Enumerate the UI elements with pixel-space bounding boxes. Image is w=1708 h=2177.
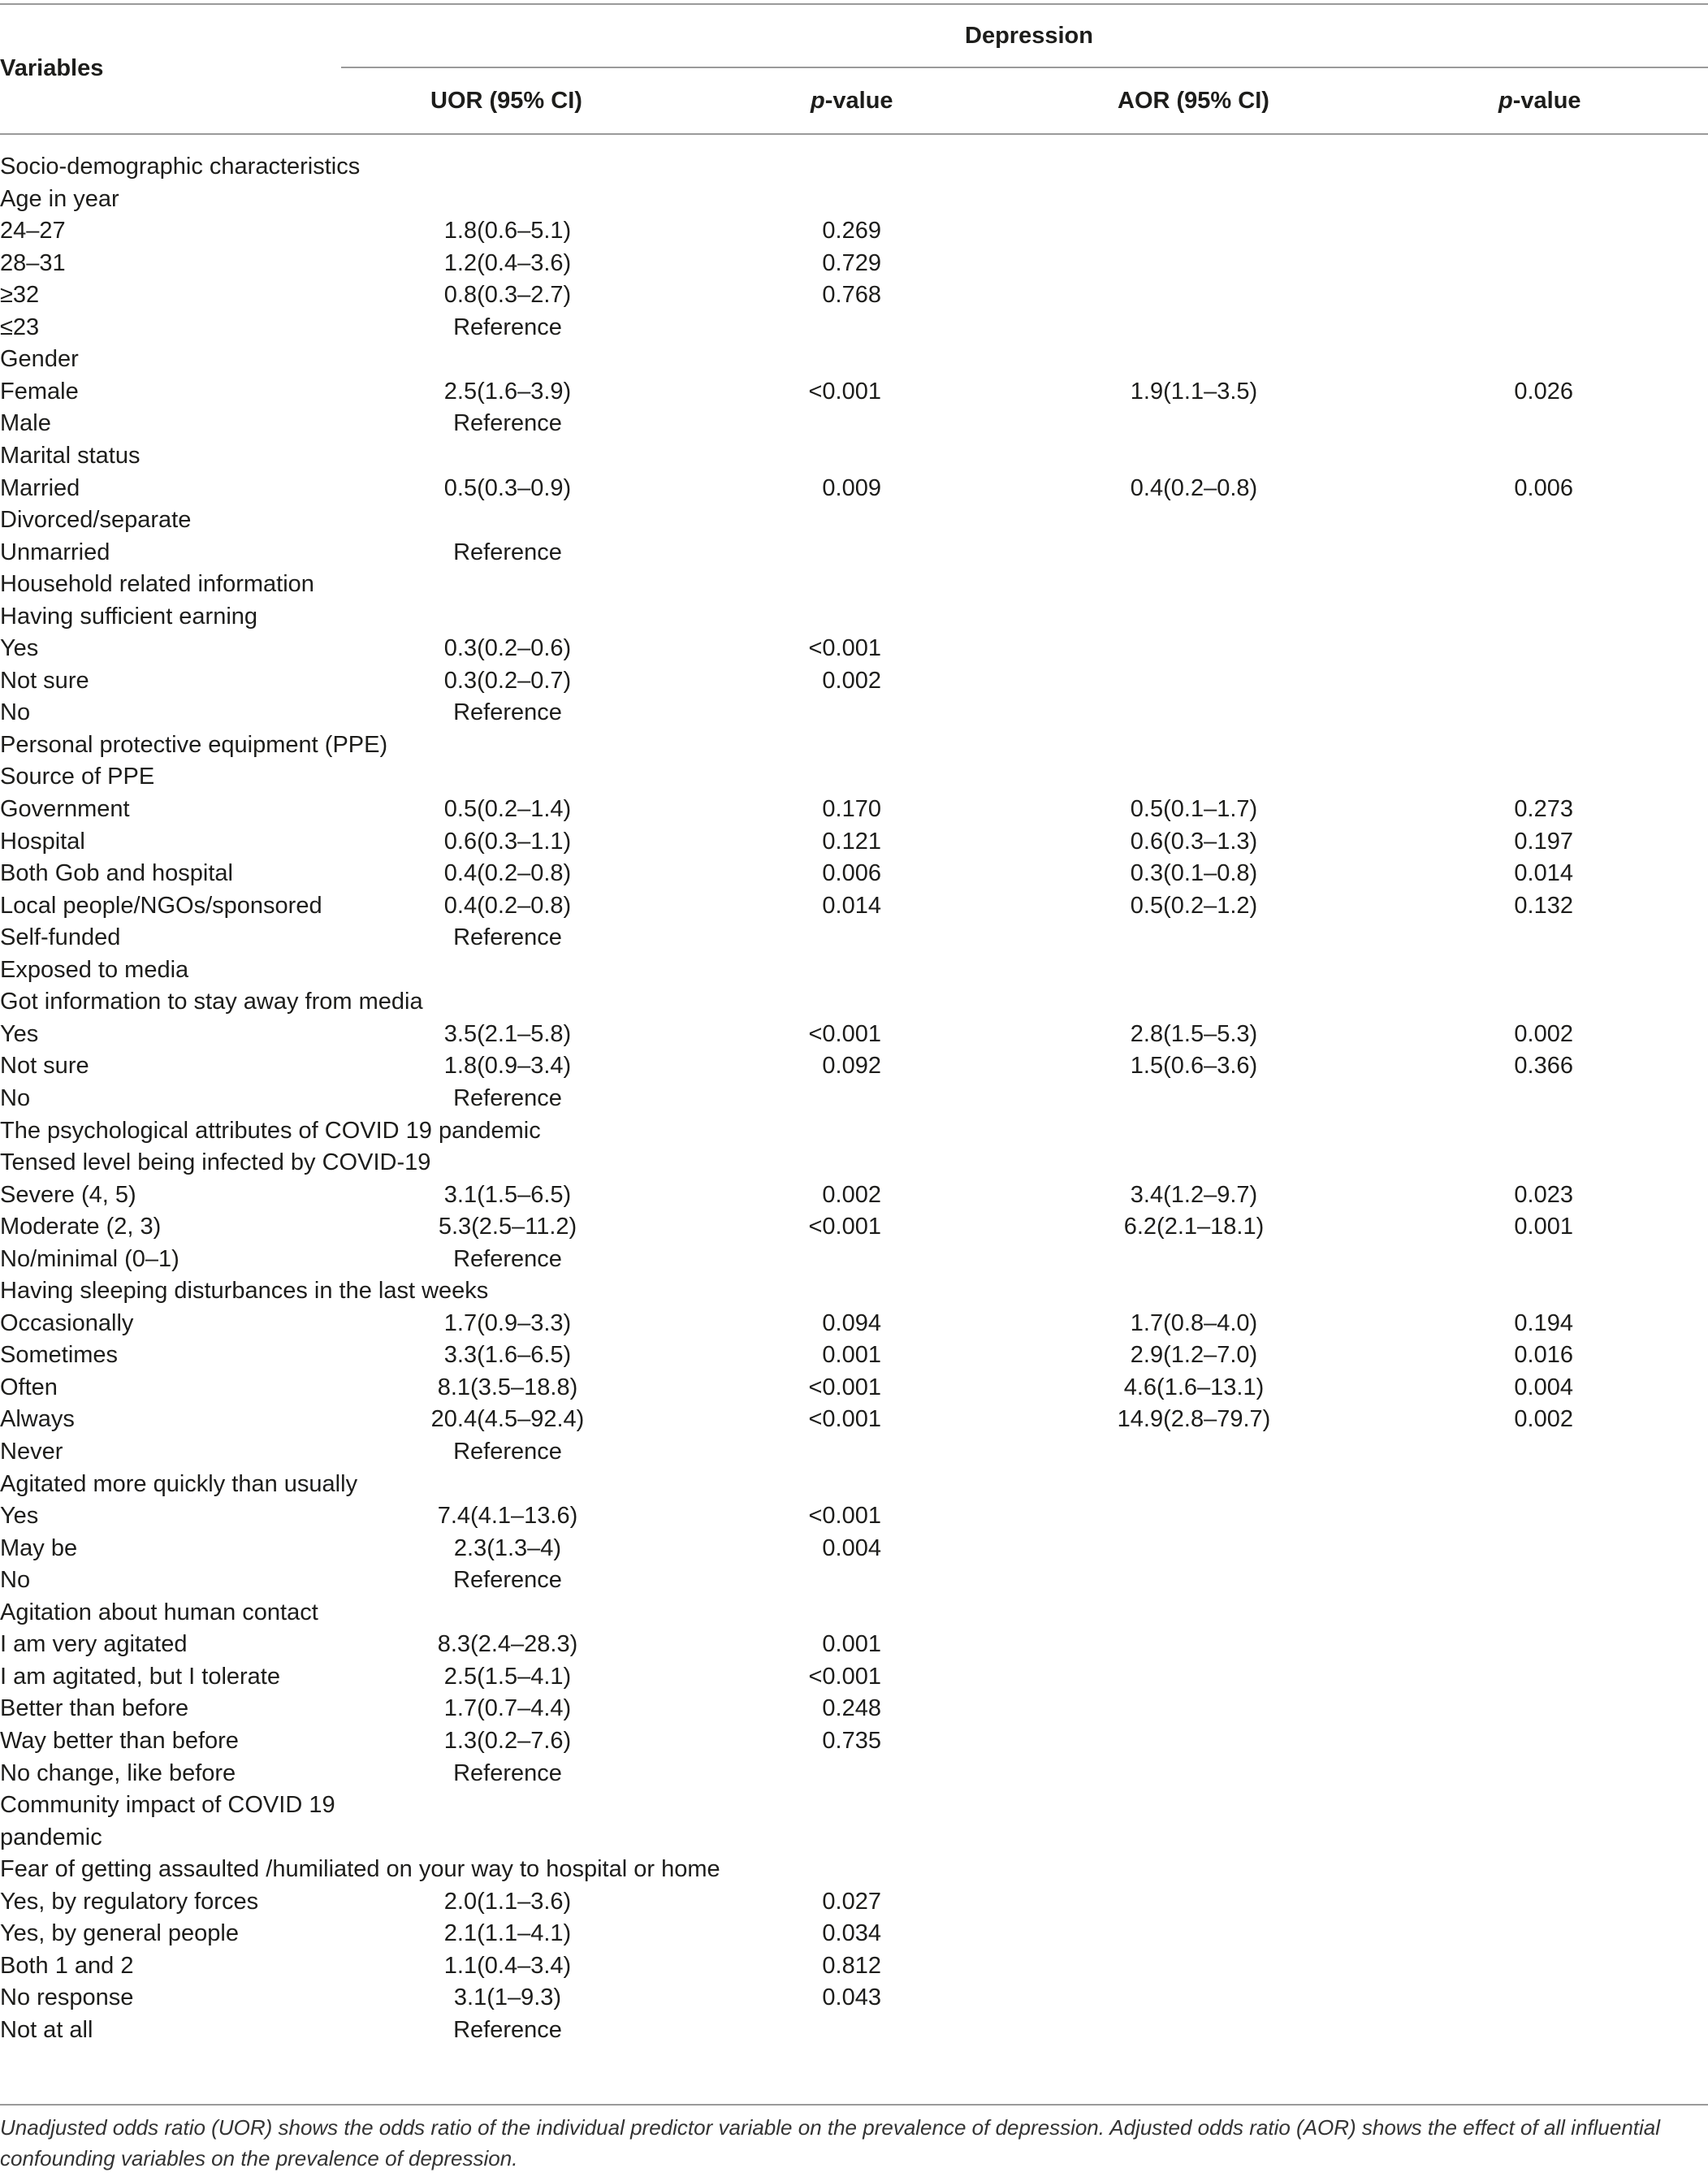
uor-cell: 0.5(0.2–1.4) [443,796,572,822]
row-label: Local people/NGOs/sponsored [0,893,322,919]
uor-cell: 1.7(0.7–4.4) [443,1695,572,1721]
row-label: Female [0,379,79,405]
p-value-uor-cell: <0.001 [808,1664,881,1690]
p-value-aor-cell: 0.023 [1514,1182,1573,1208]
aor-cell: 4.6(1.6–13.1) [1123,1374,1265,1400]
row-label: Community impact of COVID 19 [0,1792,335,1818]
uor-cell: 5.3(2.5–11.2) [438,1214,577,1240]
row-label: Never [0,1439,63,1465]
row-label: pandemic [0,1824,102,1850]
p-value-uor-cell: 0.092 [822,1053,881,1079]
row-label: Gender [0,346,79,372]
p-value-uor-cell: 0.729 [822,250,881,276]
uor-cell: 2.5(1.5–4.1) [443,1664,572,1690]
uor-header: UOR (95% CI) [430,88,582,114]
row-label: Exposed to media [0,957,189,983]
p-value-aor-cell: 0.132 [1514,893,1573,919]
row-label: Both Gob and hospital [0,860,233,886]
uor-cell: 0.8(0.3–2.7) [443,282,572,308]
row-label: Moderate (2, 3) [0,1214,162,1240]
p-value-aor-cell: 0.026 [1514,379,1573,405]
row-label: Not at all [0,2017,93,2043]
row-label: Hospital [0,829,85,855]
p-value-header-uor: p-value [811,88,893,114]
row-label: Government [0,796,130,822]
aor-cell: 1.7(0.8–4.0) [1130,1310,1258,1336]
uor-cell: Reference [453,314,562,340]
uor-cell: Reference [453,1567,562,1593]
uor-cell: 0.4(0.2–0.8) [443,893,572,919]
row-label: Agitation about human contact [0,1599,318,1625]
row-label: Way better than before [0,1728,239,1754]
row-label: 24–27 [0,218,66,244]
p-value-uor-cell: <0.001 [808,1503,881,1529]
uor-cell: 2.3(1.3–4) [453,1535,562,1561]
row-label: Occasionally [0,1310,134,1336]
p-value-uor-cell: 0.009 [822,475,881,501]
row-label: 28–31 [0,250,66,276]
p-value-uor-cell: <0.001 [808,1406,881,1432]
p-value-uor-cell: 0.004 [822,1535,881,1561]
p-value-uor-cell: <0.001 [808,1214,881,1240]
row-label: Household related information [0,571,314,597]
p-value-uor-cell: <0.001 [808,1021,881,1047]
row-label: No change, like before [0,1760,236,1786]
p-value-aor-cell: 0.014 [1514,860,1573,886]
row-label: Both 1 and 2 [0,1953,134,1979]
row-label: Yes [0,1503,39,1529]
row-label: Personal protective equipment (PPE) [0,732,388,758]
p-value-aor-cell: 0.006 [1514,475,1573,501]
p-value-uor-cell: 0.001 [822,1342,881,1368]
aor-header: AOR (95% CI) [1118,88,1269,114]
p-value-uor-cell: 0.170 [822,796,881,822]
row-label: Married [0,475,80,501]
p-value-uor-cell: 0.248 [822,1695,881,1721]
row-label: Agitated more quickly than usually [0,1471,358,1497]
aor-cell: 0.4(0.2–0.8) [1130,475,1258,501]
uor-cell: Reference [453,2017,562,2043]
row-label: ≥32 [0,282,40,308]
depression-header: Depression [965,23,1093,49]
uor-cell: 1.8(0.9–3.4) [443,1053,572,1079]
row-label: Having sleeping disturbances in the last weeks [0,1278,489,1304]
uor-cell: 1.1(0.4–3.4) [443,1953,572,1979]
row-label: Unmarried [0,539,110,565]
row-label: Sometimes [0,1342,119,1368]
row-label: Yes, by regulatory forces [0,1889,259,1915]
p-value-uor-cell: 0.735 [822,1728,881,1754]
aor-cell: 0.3(0.1–0.8) [1130,860,1258,886]
p-value-aor-cell: 0.002 [1514,1406,1573,1432]
uor-cell: Reference [453,410,562,436]
aor-cell: 1.5(0.6–3.6) [1130,1053,1258,1079]
p-value-aor-cell: 0.194 [1514,1310,1573,1336]
p-value-aor-cell: 0.004 [1514,1374,1573,1400]
p-value-aor-cell: 0.002 [1514,1021,1573,1047]
row-label: Having sufficient earning [0,604,258,630]
row-label: I am agitated, but I tolerate [0,1664,280,1690]
uor-cell: 3.1(1–9.3) [453,1984,562,2010]
row-label: Divorced/separate [0,507,192,533]
aor-cell: 14.9(2.8–79.7) [1117,1406,1271,1432]
uor-cell: 8.1(3.5–18.8) [437,1374,578,1400]
uor-cell: 2.0(1.1–3.6) [443,1889,572,1915]
aor-cell: 0.5(0.1–1.7) [1130,796,1258,822]
uor-cell: 8.3(2.4–28.3) [437,1631,578,1657]
p-value-uor-cell: <0.001 [808,1374,881,1400]
row-label: Yes, by general people [0,1920,239,1946]
p-value-aor-cell: 0.273 [1514,796,1573,822]
p-value-uor-cell: 0.014 [822,893,881,919]
p-value-aor-cell: 0.001 [1514,1214,1573,1240]
aor-cell: 2.9(1.2–7.0) [1130,1342,1258,1368]
depression-subrule [341,67,1708,68]
uor-cell: 0.4(0.2–0.8) [443,860,572,886]
row-label: Often [0,1374,58,1400]
uor-cell: 3.3(1.6–6.5) [443,1342,572,1368]
aor-cell: 1.9(1.1–3.5) [1130,379,1258,405]
row-label: Age in year [0,186,119,212]
p-value-uor-cell: 0.002 [822,1182,881,1208]
p-value-uor-cell: 0.269 [822,218,881,244]
p-value-header-aor: p-value [1498,88,1581,114]
aor-cell: 6.2(2.1–18.1) [1123,1214,1265,1240]
row-label: No/minimal (0–1) [0,1246,179,1272]
row-label: I am very agitated [0,1631,188,1657]
uor-cell: 0.3(0.2–0.7) [443,668,572,694]
row-label: Socio-demographic characteristics [0,154,361,180]
p-value-uor-cell: <0.001 [808,379,881,405]
row-label: No [0,1085,31,1111]
uor-cell: 20.4(4.5–92.4) [430,1406,585,1432]
row-label: Self-funded [0,924,121,950]
row-label: Always [0,1406,75,1432]
uor-cell: 7.4(4.1–13.6) [437,1503,578,1529]
row-label: Not sure [0,668,89,694]
row-label: No [0,1567,31,1593]
row-label: Not sure [0,1053,89,1079]
row-label: No response [0,1984,134,2010]
uor-cell: 1.8(0.6–5.1) [443,218,572,244]
p-value-uor-cell: 0.034 [822,1920,881,1946]
p-value-aor-cell: 0.016 [1514,1342,1573,1368]
row-label: Fear of getting assaulted /humiliated on your way to hospital or home [0,1856,720,1882]
header-rule [0,133,1708,135]
uor-cell: 3.5(2.1–5.8) [443,1021,572,1047]
uor-cell: 0.3(0.2–0.6) [443,635,572,661]
p-value-uor-cell: 0.094 [822,1310,881,1336]
uor-cell: 3.1(1.5–6.5) [443,1182,572,1208]
uor-cell: 0.5(0.3–0.9) [443,475,572,501]
p-value-aor-cell: 0.366 [1514,1053,1573,1079]
bottom-rule [0,2104,1708,2106]
uor-cell: Reference [453,699,562,725]
uor-cell: 2.5(1.6–3.9) [443,379,572,405]
row-label: Yes [0,1021,39,1047]
aor-cell: 0.5(0.2–1.2) [1130,893,1258,919]
uor-cell: Reference [453,1439,562,1465]
table-footnote: Unadjusted odds ratio (UOR) shows the odds ratio of the individual predictor variable on the prevalence of depression. Adjusted odds ratio (AOR) shows the effect of all influential confounding variables on the prevalence of depression. [0,2115,1661,2171]
aor-cell: 0.6(0.3–1.3) [1130,829,1258,855]
p-value-uor-cell: 0.002 [822,668,881,694]
row-label: ≤23 [0,314,40,340]
p-value-uor-cell: 0.043 [822,1984,881,2010]
uor-cell: 0.6(0.3–1.1) [443,829,572,855]
uor-cell: 1.3(0.2–7.6) [443,1728,572,1754]
row-label: Tensed level being infected by COVID-19 [0,1149,431,1175]
top-rule [0,3,1708,5]
row-label: May be [0,1535,78,1561]
uor-cell: 1.2(0.4–3.6) [443,250,572,276]
uor-cell: Reference [453,1246,562,1272]
row-label: Source of PPE [0,764,155,790]
p-value-aor-cell: 0.197 [1514,829,1573,855]
row-label: The psychological attributes of COVID 19 pandemic [0,1118,541,1144]
aor-cell: 3.4(1.2–9.7) [1130,1182,1258,1208]
row-label: Better than before [0,1695,189,1721]
p-value-uor-cell: <0.001 [808,635,881,661]
p-value-uor-cell: 0.121 [822,829,881,855]
variables-header: Variables [0,55,104,81]
uor-cell: Reference [453,539,562,565]
row-label: Male [0,410,51,436]
uor-cell: 1.7(0.9–3.3) [443,1310,572,1336]
row-label: Marital status [0,443,141,469]
row-label: Yes [0,635,39,661]
row-label: Severe (4, 5) [0,1182,136,1208]
p-value-uor-cell: 0.027 [822,1889,881,1915]
row-label: Got information to stay away from media [0,989,423,1015]
p-value-uor-cell: 0.006 [822,860,881,886]
p-value-uor-cell: 0.001 [822,1631,881,1657]
row-label: No [0,699,31,725]
uor-cell: Reference [453,1760,562,1786]
uor-cell: Reference [453,1085,562,1111]
p-value-uor-cell: 0.768 [822,282,881,308]
uor-cell: 2.1(1.1–4.1) [443,1920,572,1946]
aor-cell: 2.8(1.5–5.3) [1130,1021,1258,1047]
p-value-uor-cell: 0.812 [822,1953,881,1979]
uor-cell: Reference [453,924,562,950]
